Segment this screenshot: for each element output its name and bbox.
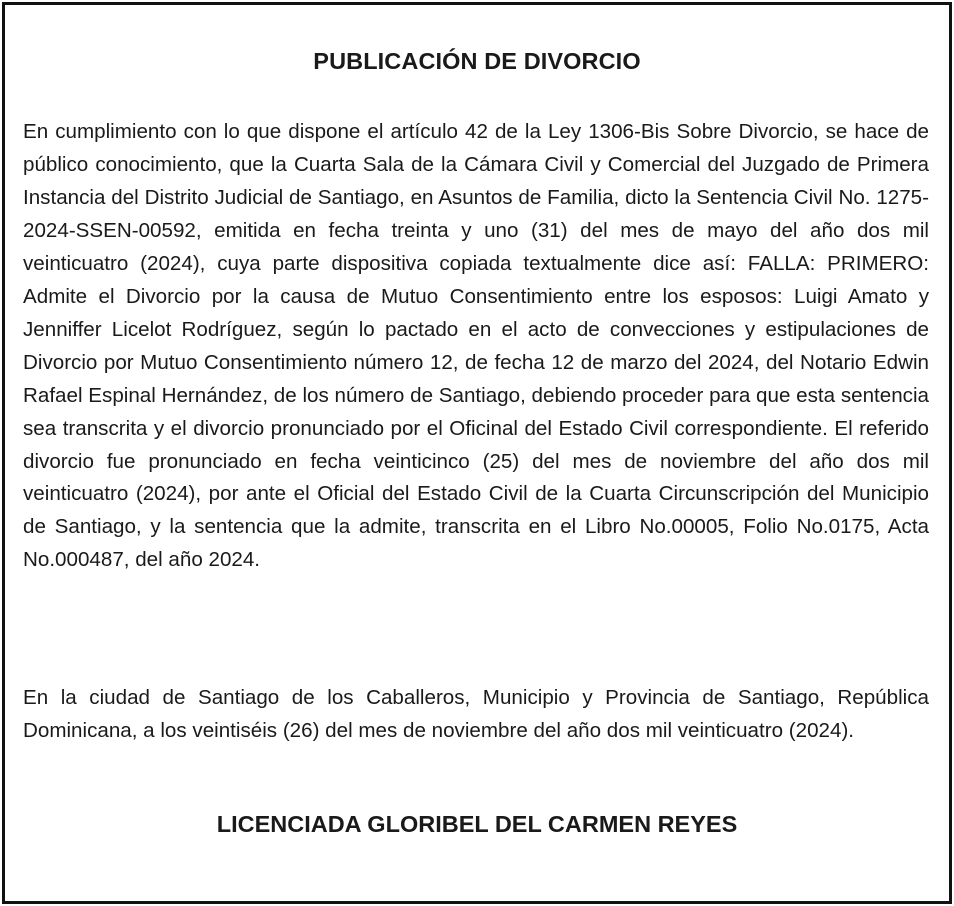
divorce-notice [2, 2, 952, 904]
notice-date-paragraph: En la ciudad de Santiago de los Caballeros, Municipio y Provincia de Santiago, República Dominicana, a los veintiséis (26) del mes de noviembre del año dos mil veinticuatro (2024). [23, 686, 929, 742]
notice-body-paragraph: En cumplimiento con lo que dispone el artículo 42 de la Ley 1306-Bis Sobre Divorcio, se hace de público conocimiento, que la Cuarta Sala de la Cámara Civil y Comercial del Juzgado de Primera Instancia del Distrito Judicial de Santiago, en Asuntos de Familia, dicto la Sentencia Civil No. 1275-2024-SSEN-00592, emitida en fecha treinta y uno (31) del mes de mayo del año dos mil veinticuatro (2024), cuya parte dispositiva copiada textualmente dice así: FALLA: PRIMERO: Admite el Divorcio por la causa de Mutuo Consentimiento entre los esposos: Luigi Amato y Jenniffer Licelot Rodríguez, según lo pactado en el acto de convecciones y estipulaciones de Divorcio por Mutuo Consentimiento número 12, de fecha 12 de marzo del 2024, del Notario Edwin Rafael Espinal Hernández, de los número de Santiago, debiendo proceder para que esta sentencia sea transcrita y el divorcio pronunciado por el Oficinal del Estado Civil correspondiente. El referido divorcio fue pronunciado en fecha veinticinco (25) del mes de noviembre del año dos mil veinticuatro (2024), por ante el Oficial del Estado Civil de la Cuarta Circunscripción del Municipio de Santiago, y la sentencia que la admite, transcrita en el Libro No.00005, Folio No.0175, Acta No.000487, del año 2024. [23, 120, 929, 572]
signature-name: LICENCIADA GLORIBEL DEL CARMEN REYES [216, 811, 738, 837]
notice-title: PUBLICACIÓN DE DIVORCIO [313, 48, 641, 74]
